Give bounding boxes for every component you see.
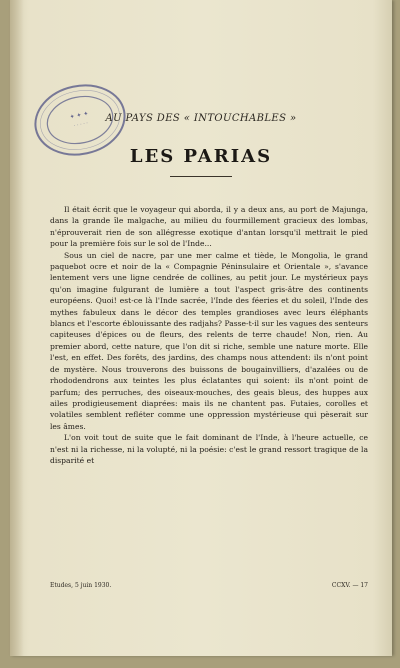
- book-page: [10, 0, 392, 656]
- svg-text:✦ ✦ ✦: ✦ ✦ ✦: [69, 110, 90, 121]
- svg-text:· · · · ·: · · · · ·: [73, 120, 89, 130]
- title-divider: [170, 176, 232, 177]
- paragraph: Sous un ciel de nacre, par une mer calme et tiède, le Mongolia, le grand paquebot ocre et noir de la « Compagnie Péninsulaire et Orientale », s'avance lentement vers une ligne cendrée de collines, au petit jour. Le mystérieux pays qu'on imagine fulgurant de lumière a tout l'aspect gris-âtre des continents européens. Quoi! est-ce là l'Inde sacrée, l'Inde des féeries et du soleil, l'Inde des mythes fabuleux dans le décor des temples grandioses avec leurs éléphants blancs et l'escorte éblouissante des radjahs? Passe-t-il sur les vagues des senteurs capiteuses d'épices ou de fleurs, des relents de terre chaude! Non, rien. Au premier abord, cette nature, que l'on dit si riche, semble une nature morte. Elle l'est, en effet. Des forêts, des jardins, des champs nous attendent: ils n'ont point de mystère. Nous trouverons des buissons de bougainvilliers, d'azalées ou de rhododendrons aux teintes les plus éclatantes qui soient: ils n'ont point de parfum; des perruches, des oiseaux-mouches, des geais bleus, des huppes aux ailes prodigieusement diaprées: mais ils ne chantent pas. Futaies, corolles et volatiles semblent refléter comme une oppression mystérieuse qui pèserait sur les âmes.: [50, 250, 368, 431]
- article-subtitle: AU PAYS DES « INTOUCHABLES »: [105, 113, 297, 124]
- article-title: LES PARIAS: [129, 146, 273, 167]
- article-body: [50, 204, 368, 466]
- paragraph: Il était écrit que le voyageur qui aborda, il y a deux ans, au port de Majunga, dans la grande île malgache, au milieu du fourmillement gracieux des lombas, n'éprouverait rien de son allégresse exotique d'antan lorsqu'il mettrait le pied pour la première fois sur le sol de l'Inde...: [50, 205, 368, 249]
- footer-left: Etudes, 5 juin 1930.: [50, 582, 112, 589]
- page-footer: [50, 582, 368, 589]
- footer-right: CCXV. — 17: [331, 582, 368, 589]
- paragraph: L'on voit tout de suite que le fait dominant de l'Inde, à l'heure actuelle, ce n'est ni la richesse, ni la volupté, ni la poésie: c'est le grand ressort tragique de la disparité et: [50, 433, 368, 465]
- page-spine-shadow: [10, 0, 24, 656]
